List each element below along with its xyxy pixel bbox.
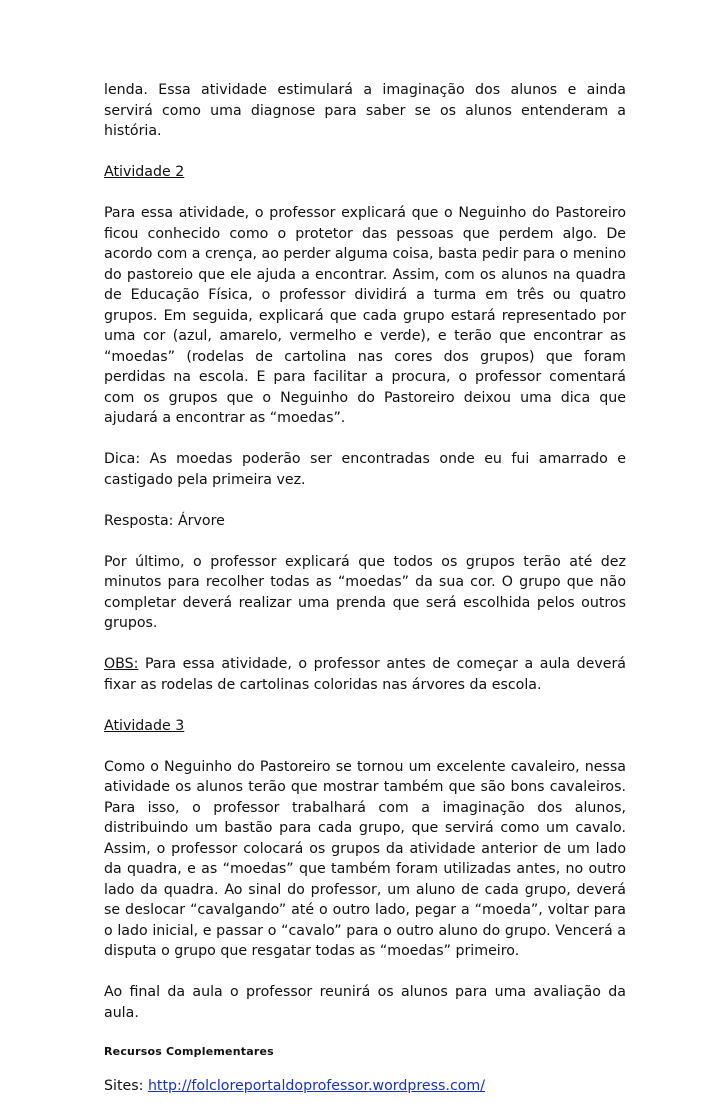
paragraph-sites [104,1076,626,1097]
obs-label: OBS: [104,656,139,672]
paragraph-resposta: Resposta: Árvore [104,512,225,529]
paragraph-por-ultimo: Por último, o professor explicará que todos os grupos terão até dez minutos para recolher todas as “moedas” da sua cor. O grupo que não completar deverá realizar uma prenda que será escolhida pelos outros grupos. [104,553,626,631]
heading-atividade-3-text: Atividade 3 [104,717,185,734]
document-page [104,80,626,1117]
heading-atividade-3 [104,716,626,737]
paragraph-dica: Dica: As moedas poderão ser encontradas onde eu fui amarrado e castigado pela primeira vez. [104,451,626,488]
sites-link[interactable]: http://folcloreportaldoprofessor.wordpress.com/ [147,1077,486,1094]
sites-label: Sites: [104,1077,144,1094]
heading-atividade-2-text: Atividade 2 [104,164,185,180]
paragraph-atividade-3: Como o Neguinho do Pastoreiro se tornou um excelente cavaleiro, nessa atividade os alunos terão que mostrar também que são bons cavaleiros. Para isso, o professor trabalhará com a imaginação dos alunos, distribuindo um bastão para cada grupo, que servirá como um cavalo. Assim, o professor colocará os grupos da atividade anterior de um lado da quadra, e as “moedas” que também foram utilizadas antes, no outro lado da quadra. Ao sinal do professor, um aluno de cada grupo, deverá se deslocar “cavalgando” até o outro lado, pegar a “moeda”, voltar para o lado inicial, e passar o “cavalo” para o outro aluno do grupo. Vencerá a disputa o grupo que resgatar todas as “moedas” primeiro. [104,758,626,959]
heading-recursos-complementares: Recursos Complementares [104,1044,274,1058]
heading-atividade-2 [104,162,626,183]
obs-text: Para essa atividade, o professor antes de começar a aula deverá fixar as rodelas de cartolinas coloridas nas árvores da escola. [104,656,626,693]
paragraph-obs [104,654,626,695]
paragraph-atividade-2: Para essa atividade, o professor explicará que o Neguinho do Pastoreiro ficou conhecido como o protetor das pessoas que perdem algo. De acordo com a crença, ao perder alguma coisa, basta pedir para o menino do pastoreio que ele ajuda a encontrar. Assim, com os alunos na quadra de Educação Física, o professor dividirá a turma em três ou quatro grupos. Em seguida, explicará que cada grupo estará representado por uma cor (azul, amarelo, vermelho e verde), e terão que encontrar as “moedas” (rodelas de cartolina nas cores dos grupos) que foram perdidas na escola. E para facilitar a procura, o professor comentará com os grupos que o Neguinho do Pastoreiro deixou uma dica que ajudará a encontrar as “moedas”. [104,205,626,426]
paragraph-final: Ao final da aula o professor reunirá os alunos para uma avaliação da aula. [104,984,626,1021]
paragraph-intro: lenda. Essa atividade estimulará a imaginação dos alunos e ainda servirá como uma diagnose para saber se os alunos entenderam a história. [104,82,626,139]
